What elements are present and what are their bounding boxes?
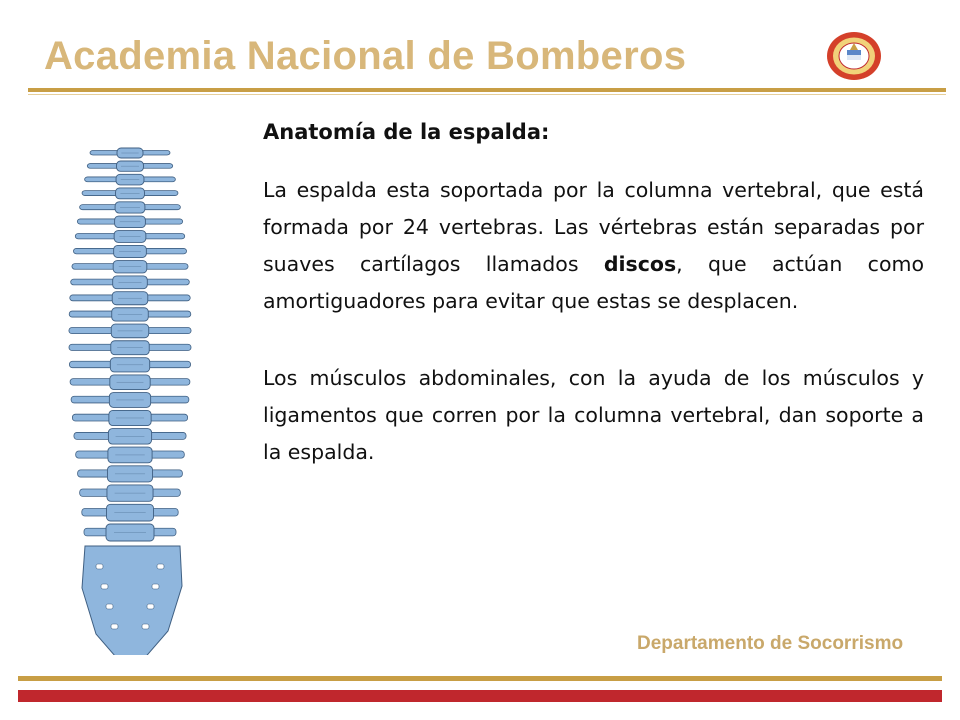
- footer-text: Departamento de Socorrismo: [637, 633, 904, 654]
- header-divider-thin: [28, 94, 946, 95]
- content: [263, 120, 924, 471]
- paragraph-1: [263, 172, 924, 320]
- paragraph-1-text-a: La espalda esta soportada por la columna vertebral, que está formada por 24 vertebras. Las vértebras están separadas por suaves cartílagos llamados: [263, 178, 924, 276]
- footer-divider-red: [18, 690, 942, 702]
- footer-divider-gold: [18, 676, 942, 681]
- paragraph-2: Los músculos abdominales, con la ayuda de los músculos y ligamentos que corren por la columna vertebral, dan soporte a la espalda.: [263, 366, 924, 464]
- header-title: Academia Nacional de Bomberos: [44, 34, 687, 78]
- paragraph-1-text-b: , que actúan como amortiguadores para evitar que estas se desplacen.: [263, 252, 924, 313]
- heading: Anatomía de la espalda:: [263, 120, 550, 144]
- fire-academy-emblem-icon: [824, 30, 884, 82]
- spine-illustration-icon: [40, 110, 240, 655]
- header-divider: [28, 88, 946, 92]
- paragraph-1-bold: discos: [603, 252, 677, 276]
